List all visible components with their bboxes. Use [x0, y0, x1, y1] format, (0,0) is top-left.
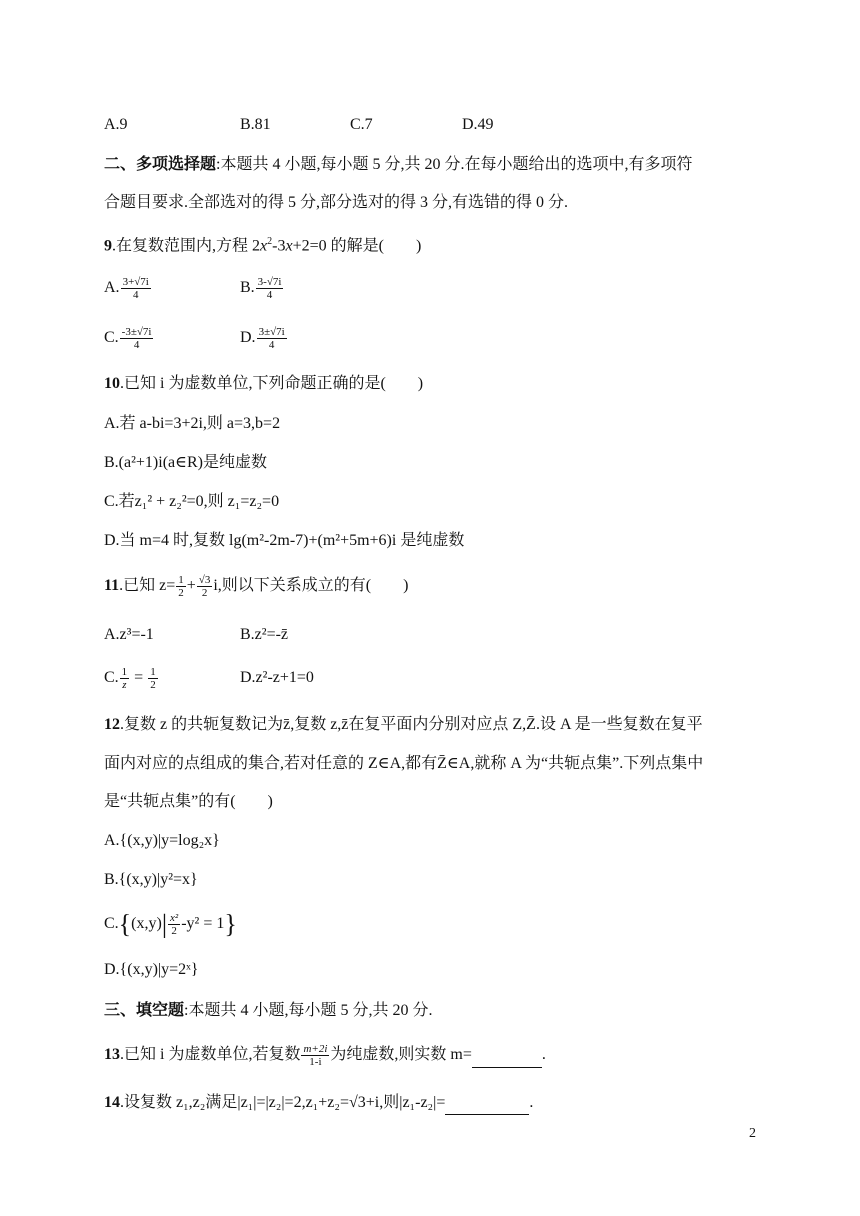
- q11-plus: +: [186, 577, 196, 595]
- q10-number: 10: [104, 375, 120, 392]
- q9-d-numerator: 3±√7i: [258, 326, 285, 338]
- q9-stem: 9.在复数范围内,方程 $2x^2-3x+2=0$ 的解是( ): [104, 236, 422, 255]
- q13-stem: [104, 1043, 546, 1068]
- q12-c-denominator: 2: [171, 925, 177, 937]
- q10-stem-text: .已知 i 为虚数单位,下列命题正确的是( ): [120, 375, 424, 392]
- q11-option-d: D.z²-z+1=0: [240, 669, 314, 686]
- q11-f1-denominator: 2: [178, 587, 184, 599]
- q9-c-label: C.: [104, 329, 119, 347]
- q12-option-d: D.{(x,y)|y=2ˣ}: [104, 961, 199, 978]
- section3-title: 三、填空题: [104, 1000, 185, 1019]
- q11-option-a: A.z³=-1: [104, 626, 154, 643]
- q13-stem-text-b: 为纯虚数,则实数 m=: [330, 1046, 472, 1064]
- section3-heading: [104, 998, 432, 1023]
- q14-stem-text: .设复数 z₁,z₂满足|z₁|=|z₂|=2,z₁+z₂=√3+i,则|z₁-z₂|=: [120, 1094, 446, 1111]
- q10-option-b: B.(a²+1)i(a∈R)是纯虚数: [104, 454, 267, 471]
- q13-fraction: [301, 1043, 329, 1068]
- q9-d-fraction: [257, 326, 287, 351]
- q10-option-d: D.当 m=4 时,复数 lg(m²-2m-7)+(m²+5m+6)i 是纯虚数: [104, 532, 465, 549]
- q12-stem-line3: 是“共轭点集”的有( ): [104, 793, 273, 810]
- q9-c-numerator: -3±√7i: [121, 326, 152, 338]
- q14-number: 14: [104, 1094, 120, 1111]
- section2-desc-line1: :本题共 4 小题,每小题 5 分,共 20 分.在每小题给出的选项中,有多项符: [216, 156, 693, 173]
- q12-c-bar: |: [161, 909, 168, 939]
- q14-stem: [104, 1091, 533, 1115]
- q11-stem-text-b: i,则以下关系成立的有( ): [213, 577, 409, 595]
- q11-fraction-half: [176, 574, 186, 599]
- q12-stem-line1: [104, 713, 703, 737]
- q9-d-denominator: 4: [268, 339, 275, 351]
- q9-option-c: [104, 326, 154, 351]
- q11-option-b: B.z²=-z̄: [240, 626, 289, 643]
- q11-c-equals: =: [134, 669, 144, 687]
- q11-f2-numerator: √3: [198, 574, 211, 586]
- q12-c-label: C.: [104, 915, 119, 933]
- q9-c-fraction: [120, 326, 154, 351]
- q11-c-right-denominator: 2: [150, 679, 156, 691]
- q12-option-c: [104, 909, 237, 939]
- q9-b-denominator: 4: [266, 289, 273, 301]
- q11-c-right-numerator: 1: [150, 666, 156, 678]
- q9-c-denominator: 4: [133, 339, 140, 351]
- q11-stem: [104, 574, 408, 599]
- q9-b-numerator: 3-√7i: [257, 276, 282, 288]
- q10-stem: [104, 372, 423, 396]
- page-number: 2: [749, 1126, 756, 1141]
- q13-number: 13: [104, 1046, 120, 1064]
- section2-desc-line2: 合题目要求.全部选对的得 5 分,部分选对的得 3 分,有选错的得 0 分.: [104, 194, 569, 211]
- q9-option-d: [240, 326, 288, 351]
- q13-answer-blank[interactable]: [472, 1051, 542, 1068]
- q13-stem-text-a: .已知 i 为虚数单位,若复数: [120, 1046, 301, 1064]
- q12-c-right-brace: }: [224, 909, 237, 939]
- q8-option-b: B.81: [240, 116, 271, 133]
- q11-c-left-fraction: [120, 666, 130, 691]
- q12-c-set: (x,y): [131, 915, 162, 933]
- q9-d-label: D.: [240, 329, 256, 347]
- section2-heading: [104, 152, 692, 177]
- q11-c-right-fraction: [148, 666, 158, 691]
- q9-a-numerator: 3+√7i: [122, 276, 149, 288]
- q9-a-fraction: [121, 276, 151, 301]
- q11-stem-text-a: .已知 z=: [119, 577, 176, 595]
- q9-a-denominator: 4: [132, 289, 139, 301]
- q11-c-label: C.: [104, 669, 119, 687]
- q9-stem-text-c: +2=0 的解是( ): [292, 237, 422, 255]
- q13-denominator: 1-i: [309, 1056, 322, 1068]
- q12-c-rest: -y² = 1: [181, 915, 225, 933]
- section2-title: 二、多项选择题: [104, 154, 217, 173]
- q13-end: .: [541, 1046, 546, 1064]
- q8-option-d: D.49: [462, 116, 494, 133]
- q11-f1-numerator: 1: [178, 574, 184, 586]
- q10-option-c: C.若z₁² + z₂²=0,则 z₁=z₂=0: [104, 493, 280, 510]
- q12-option-b: B.{(x,y)|y²=x}: [104, 871, 198, 888]
- q12-line1-text: .复数 z 的共轭复数记为z̄,复数 z,z̄在复平面内分别对应点 Z,Z̄.设 A 是一些复数在复平: [120, 716, 703, 733]
- q12-c-fraction: [168, 912, 180, 937]
- q12-c-numerator: x²: [170, 912, 179, 924]
- q11-option-c: [104, 666, 159, 691]
- q9-a-label: A.: [104, 279, 120, 297]
- q11-number: 11: [104, 577, 120, 595]
- q11-c-denominator: z: [122, 679, 127, 691]
- q12-option-a: A.{(x,y)|y=log₂x}: [104, 832, 220, 849]
- q11-fraction-sqrt3: [197, 574, 213, 599]
- q14-answer-blank[interactable]: [445, 1098, 529, 1115]
- q12-c-left-brace: {: [118, 909, 132, 939]
- q12-stem-line2: 面内对应的点组成的集合,若对任意的 Z∈A,都有Z̄∈A,就称 A 为“共轭点集”.下列点集中: [104, 755, 704, 772]
- q9-b-fraction: [256, 276, 284, 301]
- q14-end: .: [529, 1094, 534, 1111]
- q12-number: 12: [104, 716, 120, 733]
- q13-numerator: m+2i: [303, 1043, 328, 1055]
- q11-c-numerator: 1: [121, 666, 128, 678]
- q9-stem-text-b: -3: [272, 237, 286, 255]
- q9-option-b: [240, 276, 284, 301]
- q9-option-a: [104, 276, 152, 301]
- q8-option-c: C.7: [350, 116, 373, 133]
- q9-stem-text-a: .在复数范围内,方程 2: [112, 237, 261, 255]
- q9-number: 9: [104, 237, 112, 255]
- q11-f2-denominator: 2: [201, 587, 208, 599]
- section3-desc: :本题共 4 小题,每小题 5 分,共 20 分.: [184, 1002, 433, 1019]
- q10-option-a: A.若 a-bi=3+2i,则 a=3,b=2: [104, 415, 281, 432]
- q9-b-label: B.: [240, 279, 255, 297]
- q8-option-a: A.9: [104, 116, 128, 133]
